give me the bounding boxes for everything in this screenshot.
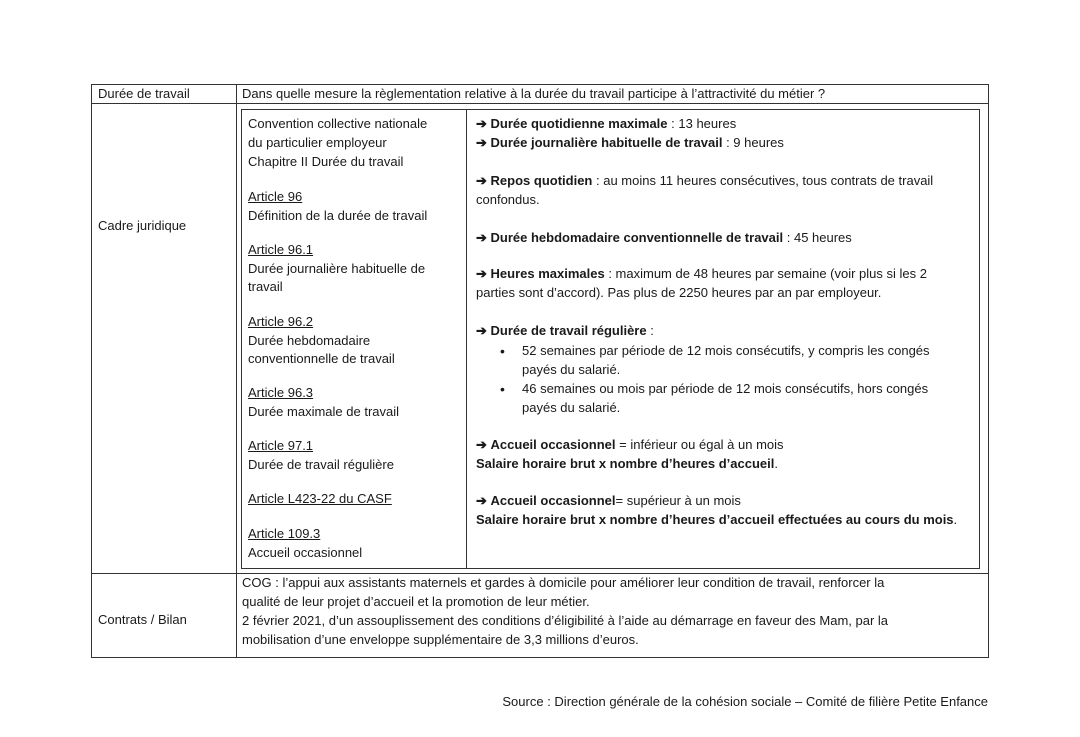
rule-value: : 13 heures xyxy=(667,116,737,131)
contracts-line: 2 février 2021, d’un assouplissement des conditions d’éligibilité à l’aide au démarrage en faveur des Mam, par la xyxy=(242,613,889,628)
rule-label: Durée de travail régulière xyxy=(490,323,647,338)
article-97-1-desc: Durée de travail régulière xyxy=(248,457,394,472)
table-border-bottom xyxy=(91,657,989,658)
arrow-icon: ➔ xyxy=(476,493,487,508)
convention-line: Chapitre II Durée du travail xyxy=(248,154,404,169)
inner-table-top xyxy=(241,109,980,110)
contracts-line: COG : l’appui aux assistants maternels et gardes à domicile pour améliorer leur condition de travail, renforcer la xyxy=(242,575,885,590)
rule-label: Accueil occasionnel xyxy=(490,437,616,452)
article-109-3-desc: Accueil occasionnel xyxy=(248,545,363,560)
rule-label: Durée quotidienne maximale xyxy=(490,116,668,131)
arrow-icon: ➔ xyxy=(476,266,487,281)
rule-value: : 9 heures xyxy=(722,135,784,150)
convention-line: du particulier employeur xyxy=(248,135,387,150)
inner-column-divider xyxy=(466,109,467,569)
bullet-icon: • xyxy=(500,381,505,397)
article-97-1-title: Article 97.1 xyxy=(248,438,314,453)
formula-end: . xyxy=(774,456,779,471)
inner-table-bottom xyxy=(241,568,980,569)
formula-text: Salaire horaire brut x nombre d’heures d’accueil xyxy=(476,456,775,471)
article-109-3-title: Article 109.3 xyxy=(248,526,321,541)
header-question: Dans quelle mesure la règlementation relative à la durée du travail participe à l’attractivité du métier ? xyxy=(242,86,826,101)
table-border-left xyxy=(91,84,92,658)
convention-line: Convention collective nationale xyxy=(248,116,428,131)
column-divider xyxy=(236,84,237,658)
arrow-icon: ➔ xyxy=(476,437,487,452)
rule-label: Heures maximales xyxy=(490,266,605,281)
bullet-icon: • xyxy=(500,343,505,359)
contracts-line: qualité de leur projet d’accueil et la promotion de leur métier. xyxy=(242,594,590,609)
rule-weekly xyxy=(476,229,852,247)
bullet-item-text: payés du salarié. xyxy=(522,400,621,415)
rule-label: Durée hebdomadaire conventionnelle de travail xyxy=(490,230,784,245)
formula-text: Salaire horaire brut x nombre d’heures d’accueil effectuées au cours du mois xyxy=(476,512,954,527)
arrow-icon: ➔ xyxy=(476,116,487,131)
source-caption: Source : Direction générale de la cohésion sociale – Comité de filière Petite Enfance xyxy=(502,694,988,709)
formula-end: . xyxy=(953,512,958,527)
rule-label: Accueil occasionnel xyxy=(490,493,616,508)
formula-short xyxy=(476,455,778,473)
rule-label: Durée journalière habituelle de travail xyxy=(490,135,723,150)
rule-value: : xyxy=(646,323,654,338)
inner-table-left xyxy=(241,109,242,569)
article-96-1-desc: travail xyxy=(248,279,283,294)
rule-occasional-long xyxy=(476,492,741,510)
article-casf-title: Article L423-22 du CASF xyxy=(248,491,392,506)
arrow-icon: ➔ xyxy=(476,230,487,245)
table-border-right xyxy=(988,84,989,658)
rule-value: : 45 heures xyxy=(783,230,852,245)
rule-label: Repos quotidien xyxy=(490,173,593,188)
article-96-2-title: Article 96.2 xyxy=(248,314,314,329)
article-96-3-desc: Durée maximale de travail xyxy=(248,404,400,419)
article-96-2-desc: Durée hebdomadaire xyxy=(248,333,371,348)
row-label-cadre-juridique: Cadre juridique xyxy=(98,218,187,233)
article-96-title: Article 96 xyxy=(248,189,303,204)
rule-regular xyxy=(476,322,654,340)
inner-table-right xyxy=(979,109,980,569)
bullet-item-text: 52 semaines par période de 12 mois consécutifs, y compris les congés xyxy=(522,343,930,358)
rule-value: : au moins 11 heures consécutives, tous contrats de travail xyxy=(592,173,934,188)
article-96-1-desc: Durée journalière habituelle de xyxy=(248,261,426,276)
header-duree-travail: Durée de travail xyxy=(98,86,190,101)
rule-value: : maximum de 48 heures par semaine (voir plus si les 2 xyxy=(604,266,927,281)
rule-occasional-short xyxy=(476,436,784,454)
arrow-icon: ➔ xyxy=(476,323,487,338)
article-96-desc: Définition de la durée de travail xyxy=(248,208,428,223)
article-96-3-title: Article 96.3 xyxy=(248,385,314,400)
bullet-item-text: payés du salarié. xyxy=(522,362,621,377)
arrow-icon: ➔ xyxy=(476,135,487,150)
rule-max-hours-cont: parties sont d’accord). Pas plus de 2250 heures par an par employeur. xyxy=(476,285,882,300)
rule-daily-max xyxy=(476,115,736,133)
rule-daily-usual xyxy=(476,134,784,152)
rule-daily-rest-cont: confondus. xyxy=(476,192,540,207)
rule-value: = supérieur à un mois xyxy=(615,493,741,508)
contracts-line: mobilisation d’une enveloppe supplémentaire de 3,3 millions d’euros. xyxy=(242,632,639,647)
article-96-1-title: Article 96.1 xyxy=(248,242,314,257)
rule-value: = inférieur ou égal à un mois xyxy=(615,437,784,452)
row-label-contrats-bilan: Contrats / Bilan xyxy=(98,612,187,627)
arrow-icon: ➔ xyxy=(476,173,487,188)
bullet-item-text: 46 semaines ou mois par période de 12 mois consécutifs, hors congés xyxy=(522,381,929,396)
article-96-2-desc: conventionnelle de travail xyxy=(248,351,395,366)
header-divider xyxy=(91,103,989,104)
formula-long xyxy=(476,511,957,529)
rule-daily-rest xyxy=(476,172,933,190)
rule-max-hours xyxy=(476,265,927,283)
